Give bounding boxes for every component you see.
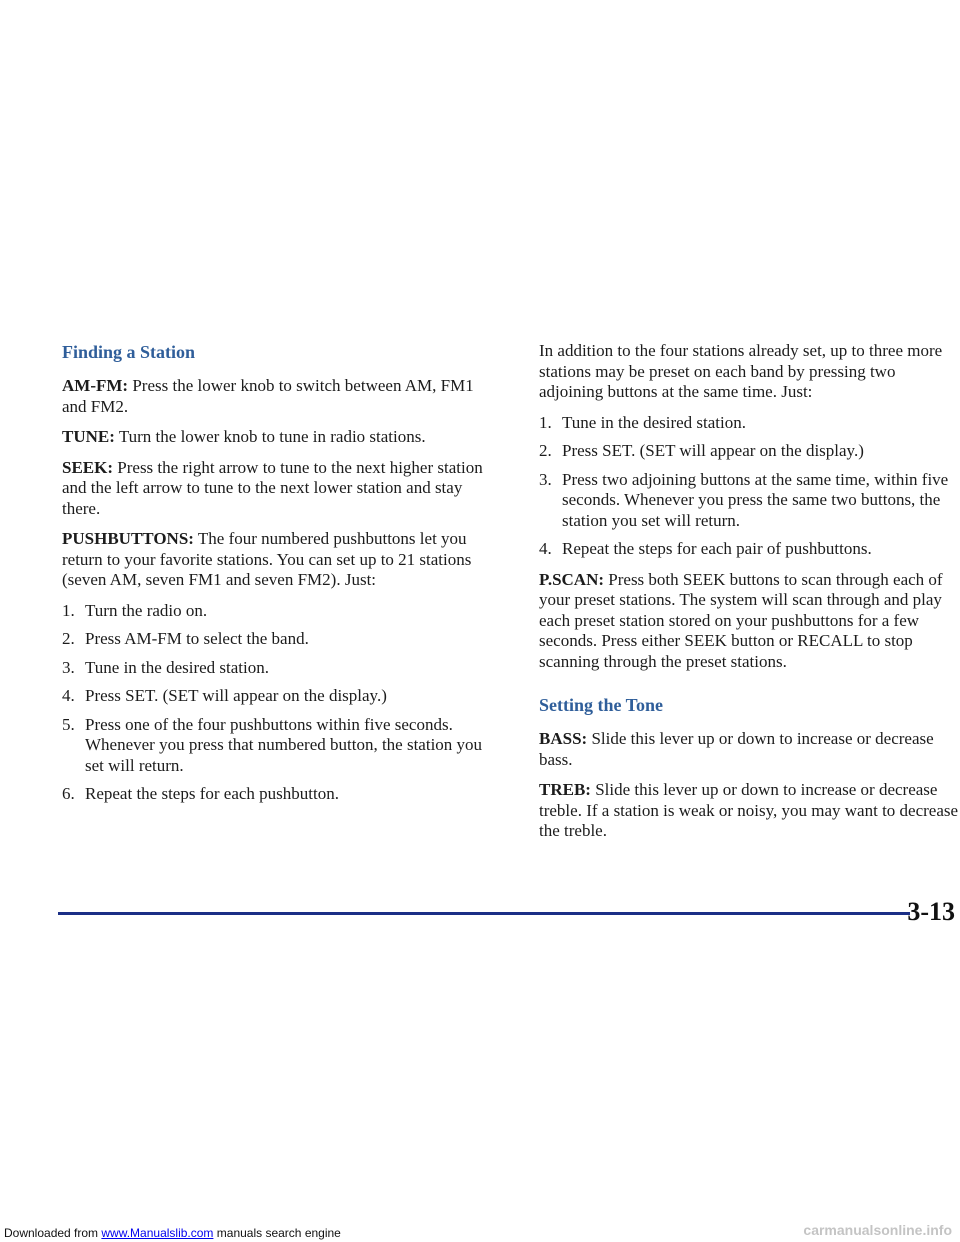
list-item xyxy=(62,715,502,777)
term-label: PUSHBUTTONS: xyxy=(62,529,194,548)
list-item xyxy=(539,470,959,532)
list-item xyxy=(62,686,502,707)
term-label: BASS: xyxy=(539,729,588,748)
step-number: 3. xyxy=(62,657,75,677)
step-number: 6. xyxy=(62,784,75,803)
list-item xyxy=(62,784,502,805)
step-number: 4. xyxy=(62,686,75,705)
term-label: AM-FM: xyxy=(62,376,129,395)
paragraph-text: The four numbered pushbuttons let you return to your favorite stations. You can set up to 21 stations (seven AM, seven FM1 and seven FM2). Just: xyxy=(62,529,472,589)
term-label: TUNE: xyxy=(62,427,115,446)
list-item xyxy=(62,658,502,679)
step-text: Press two adjoining buttons at the same time, within five seconds. Whenever you press the same two buttons, the station you set will return. xyxy=(562,469,949,530)
right-column xyxy=(539,341,959,852)
paragraph-bass xyxy=(539,729,959,770)
paragraph-text: Press both SEEK buttons to scan through each of your preset stations. The system will scan through and play each preset station stored on your pushbuttons for a few seconds. Press either SEEK button or RECALL to stop scanning through the preset stations. xyxy=(539,569,943,671)
step-text: Repeat the steps for each pair of pushbuttons. xyxy=(562,539,872,558)
left-column xyxy=(62,341,502,815)
pushbutton-steps-list xyxy=(62,601,502,805)
list-item xyxy=(539,441,959,462)
paragraph-text: Turn the lower knob to tune in radio stations. xyxy=(114,427,426,446)
step-text: Press SET. (SET will appear on the display.) xyxy=(562,441,864,460)
step-text: Press AM-FM to select the band. xyxy=(85,629,309,648)
paragraph-text: Press the lower knob to switch between AM, FM1 and FM2. xyxy=(62,376,474,416)
list-item xyxy=(539,413,959,434)
step-text: Press one of the four pushbuttons within five seconds. Whenever you press that numbered button, the station you set will return. xyxy=(85,714,483,775)
list-item xyxy=(539,539,959,560)
step-text: Turn the radio on. xyxy=(85,600,208,620)
paragraph-intro: In addition to the four stations already set, up to three more stations may be preset on each band by pressing two adjoining buttons at the same time. Just: xyxy=(539,341,943,401)
page-number: 3-13 xyxy=(907,897,955,926)
paragraph-pushbuttons xyxy=(62,529,502,591)
paragraph-text: Slide this lever up or down to increase or decrease bass. xyxy=(539,729,934,769)
term-label: P.SCAN: xyxy=(539,569,605,589)
list-item xyxy=(62,601,502,622)
footer-prefix: Downloaded from xyxy=(4,1226,102,1240)
step-number: 2. xyxy=(62,629,75,648)
footer-suffix: manuals search engine xyxy=(213,1226,341,1240)
paragraph-text: Press the right arrow to tune to the next higher station and the left arrow to tune to the next lower station and stay there. xyxy=(62,457,483,518)
step-text: Press SET. (SET will appear on the display.) xyxy=(85,686,387,705)
section-heading-finding-station: Finding a Station xyxy=(62,342,196,362)
paragraph-tune xyxy=(62,427,502,448)
step-text: Tune in the desired station. xyxy=(85,657,269,677)
pair-steps-list xyxy=(539,413,959,560)
paragraph-text: Slide this lever up or down to increase or decrease treble. If a station is weak or noisy, you may want to decrease the treble. xyxy=(539,780,959,840)
step-number: 5. xyxy=(62,714,75,734)
term-label: SEEK: xyxy=(62,457,114,477)
step-number: 1. xyxy=(539,412,552,432)
list-item xyxy=(62,629,502,650)
watermark-text: carmanualsonline.info xyxy=(803,1222,952,1238)
step-text: Repeat the steps for each pushbutton. xyxy=(85,784,339,803)
paragraph-am-fm xyxy=(62,376,502,417)
step-number: 4. xyxy=(539,539,552,558)
step-text: Tune in the desired station. xyxy=(562,412,746,432)
step-number: 3. xyxy=(539,469,552,489)
step-number: 1. xyxy=(62,600,75,620)
paragraph-treb xyxy=(539,780,959,842)
download-footer xyxy=(4,1226,341,1240)
footer-rule xyxy=(58,912,910,915)
paragraph-pscan xyxy=(539,570,959,673)
section-heading-setting-tone: Setting the Tone xyxy=(539,695,664,715)
manualslib-link[interactable]: www.Manualslib.com xyxy=(101,1226,214,1240)
term-label: TREB: xyxy=(539,780,591,799)
step-number: 2. xyxy=(539,441,552,460)
paragraph-seek xyxy=(62,458,502,520)
